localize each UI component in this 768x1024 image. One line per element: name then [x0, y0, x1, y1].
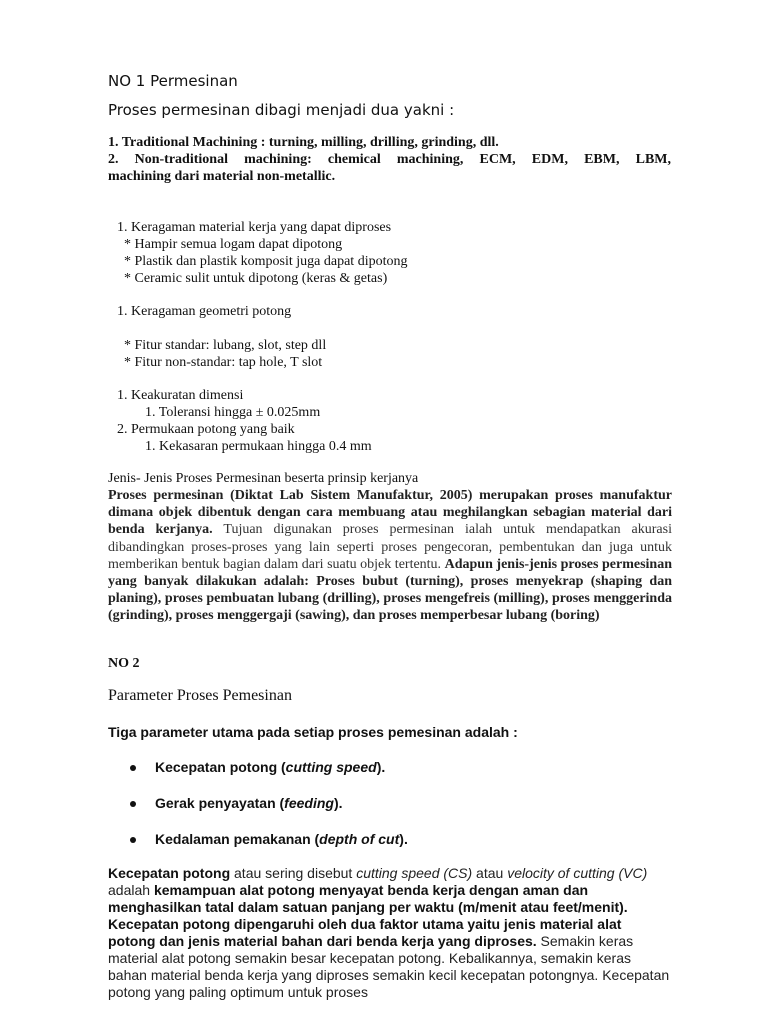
bullet-text-end: ). [333, 795, 343, 811]
bullet-text: Gerak penyayatan ( [155, 795, 285, 811]
list-subitem: * Fitur non-standar: tap hole, T slot [124, 355, 323, 370]
list-subitem: * Fitur standar: lubang, slot, step dll [124, 338, 327, 353]
bullet-icon [130, 837, 136, 843]
bullet-text: Kedalaman pemakanan ( [155, 831, 320, 847]
list-item: 2. Permukaan potong yang baik [117, 422, 295, 437]
bullet-emphasis: cutting speed [285, 759, 377, 775]
term-italic: velocity of cutting (VC) [507, 865, 648, 881]
type-non-traditional: 2. Non-traditional machining: chemical machining, ECM, EDM, EBM, LBM, [108, 152, 671, 167]
section-label: NO 2 [108, 656, 140, 671]
bullet-text-end: ). [376, 759, 386, 775]
term-bold: Kecepatan potong [108, 865, 231, 881]
paragraph-jenis [108, 487, 672, 625]
bullet-emphasis: depth of cut [319, 831, 400, 847]
bullet-text: Kecepatan potong ( [155, 759, 286, 775]
term-italic: cutting speed (CS) [356, 865, 473, 881]
list-item: 1. Keragaman geometri potong [117, 304, 292, 319]
bullet-text-end: ). [399, 831, 408, 847]
section-heading: Parameter Proses Pemesinan [108, 687, 292, 704]
section-title: Jenis- Jenis Proses Permesinan beserta prinsip kerjanya [108, 471, 419, 486]
paragraph-kecepatan [108, 865, 672, 1001]
bullet-emphasis: feeding [284, 795, 334, 811]
type-traditional: 1. Traditional Machining : turning, milling, drilling, grinding, dll. [108, 135, 499, 150]
list-subitem: 1. Kekasaran permukaan hingga 0.4 mm [145, 439, 372, 454]
paragraph-bold-intro: Proses permesinan (Diktat Lab Sistem Manufaktur, 2005) merupakan proses manufaktur dimana objek dibentuk dengan cara membuang atau meghilangkan sebagian material dari benda kerjanya. [108, 488, 672, 538]
text: Semakin keras material alat potong semakin besar kecepatan potong. Kebalikannya, semakin keras bahan material benda kerja yang diproses semakin kecil kecepatan potongnya. Kecepatan potong yang paling optimum untuk proses [108, 933, 670, 1000]
definition-bold: kemampuan alat potong menyayat benda kerja dengan aman dan menghasilkan tatal dalam satuan panjang per waktu (m/menit atau feet/menit). Kecepatan potong dipengaruhi oleh dua faktor utama yaitu jenis material alat potong dan jenis material bahan dari benda kerja yang diproses. [108, 882, 628, 949]
paragraph-bold-list: Adapun jenis-jenis proses permesinan yang banyak dilakukan adalah: Proses bubut (turning), proses menyekrap (shaping dan planing), proses pembuatan lubang (drilling), proses mengefreis (milling), proses menggerinda (grinding), proses menggergaji (sawing), dan proses memperbesar lubang (boring) [108, 556, 673, 624]
list-subitem: * Ceramic sulit untuk dipotong (keras & getas) [124, 271, 388, 286]
list-item: 1. Keakuratan dimensi [117, 388, 244, 403]
page-subtitle: Proses permesinan dibagi menjadi dua yakni : [108, 101, 455, 119]
text: adalah [108, 882, 154, 898]
text: atau sering disebut [230, 865, 357, 881]
paragraph-normal: Tujuan digunakan proses permesinan ialah untuk mendapatkan akurasi dibandingkan proses-proses yang lain seperti proses pengecoran, pembentukan dan juga untuk memberikan bentuk bagian dalam dari suatu objek tertentu. [108, 522, 672, 572]
list-subitem: 1. Toleransi hingga ± 0.025mm [145, 405, 321, 420]
bullet-icon [130, 801, 136, 807]
list-subitem: * Plastik dan plastik komposit juga dapat dipotong [124, 254, 408, 269]
parameter-intro: Tiga parameter utama pada setiap proses pemesinan adalah : [108, 724, 518, 740]
type-non-traditional-cont: machining dari material non-metallic. [108, 169, 336, 184]
list-item: 1. Keragaman material kerja yang dapat diproses [117, 220, 392, 235]
list-subitem: * Hampir semua logam dapat dipotong [124, 237, 343, 252]
bullet-icon [130, 765, 136, 771]
page-title: NO 1 Permesinan [108, 72, 238, 90]
machining-types [108, 134, 671, 185]
text: atau [472, 865, 508, 881]
